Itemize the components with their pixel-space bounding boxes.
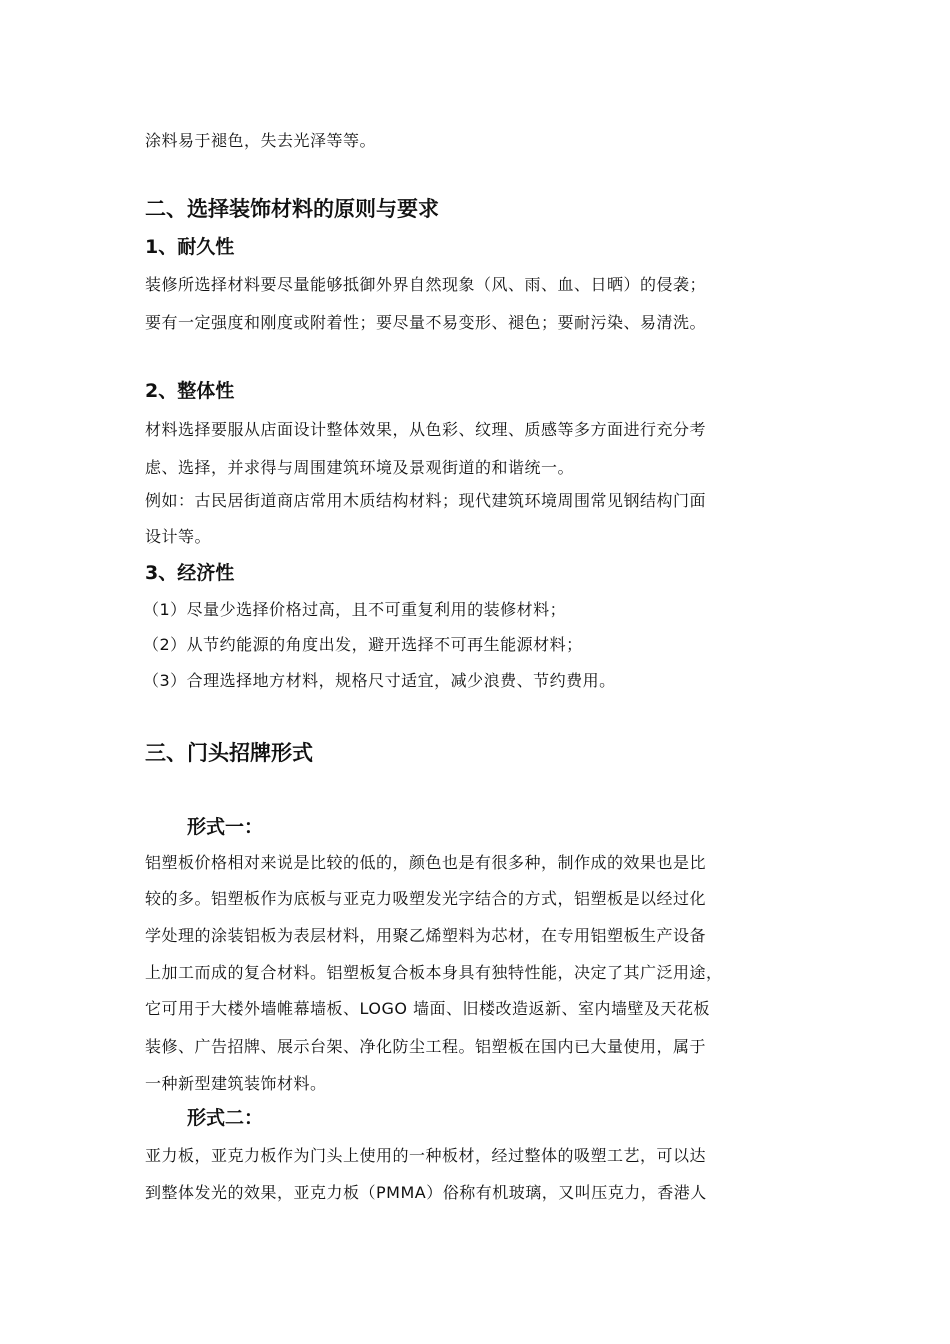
list-item: （3）合理选择地方材料，规格尺寸适宜，减少浪费、节约费用。 — [143, 671, 616, 690]
section-heading-3: 三、门头招牌形式 — [145, 741, 313, 765]
subheading-durability: 1、耐久性 — [145, 236, 235, 258]
paragraph-line: 亚力板，亚克力板作为门头上使用的一种板材，经过整体的吸塑工艺，可以达 — [145, 1146, 707, 1165]
subheading-form2: 形式二： — [187, 1107, 264, 1129]
subheading-form1: 形式一： — [187, 816, 264, 838]
paragraph-line: 虑、选择，并求得与周围建筑环境及景观街道的和谐统一。 — [145, 458, 575, 477]
paragraph-line: 学处理的涂装铝板为表层材料，用聚乙烯塑料为芯材，在专用铝塑板生产设备 — [145, 926, 707, 945]
list-item: （2）从节约能源的角度出发，避开选择不可再生能源材料； — [143, 635, 583, 654]
subheading-economy: 3、经济性 — [145, 562, 235, 584]
paragraph-line: 较的多。铝塑板作为底板与亚克力吸塑发光字结合的方式，铝塑板是以经过化 — [145, 889, 707, 908]
subheading-integrity: 2、整体性 — [145, 380, 235, 402]
paragraph-line: 例如：古民居街道商店常用木质结构材料；现代建筑环境周围常见钢结构门面 — [145, 491, 707, 510]
paragraph-line: 到整体发光的效果，亚克力板（PMMA）俗称有机玻璃，又叫压克力，香港人 — [145, 1183, 707, 1202]
paragraph-line: 设计等。 — [145, 527, 212, 546]
paragraph-line: 上加工而成的复合材料。铝塑板复合板本身具有独特性能，决定了其广泛用途， — [145, 963, 723, 982]
paragraph-line: 它可用于大楼外墙帷幕墙板、LOGO 墙面、旧楼改造返新、室内墙壁及天花板 — [145, 999, 711, 1018]
paragraph-line: 材料选择要服从店面设计整体效果，从色彩、纹理、质感等多方面进行充分考 — [145, 420, 707, 439]
section-heading-2: 二、选择装饰材料的原则与要求 — [145, 197, 439, 221]
paragraph-line: 装修所选择材料要尽量能够抵御外界自然现象（风、雨、血、日晒）的侵袭； — [145, 275, 707, 294]
paragraph-line: 一种新型建筑装饰材料。 — [145, 1074, 327, 1093]
paragraph-line: 要有一定强度和刚度或附着性；要尽量不易变形、褪色；要耐污染、易清洗。 — [145, 313, 707, 332]
paragraph-line: 涂料易于褪色，失去光泽等等。 — [145, 131, 377, 150]
paragraph-line: 铝塑板价格相对来说是比较的低的，颜色也是有很多种，制作成的效果也是比 — [145, 853, 707, 872]
paragraph-line: 装修、广告招牌、展示台架、净化防尘工程。铝塑板在国内已大量使用，属于 — [145, 1037, 707, 1056]
list-item: （1）尽量少选择价格过高，且不可重复利用的装修材料； — [143, 600, 567, 619]
